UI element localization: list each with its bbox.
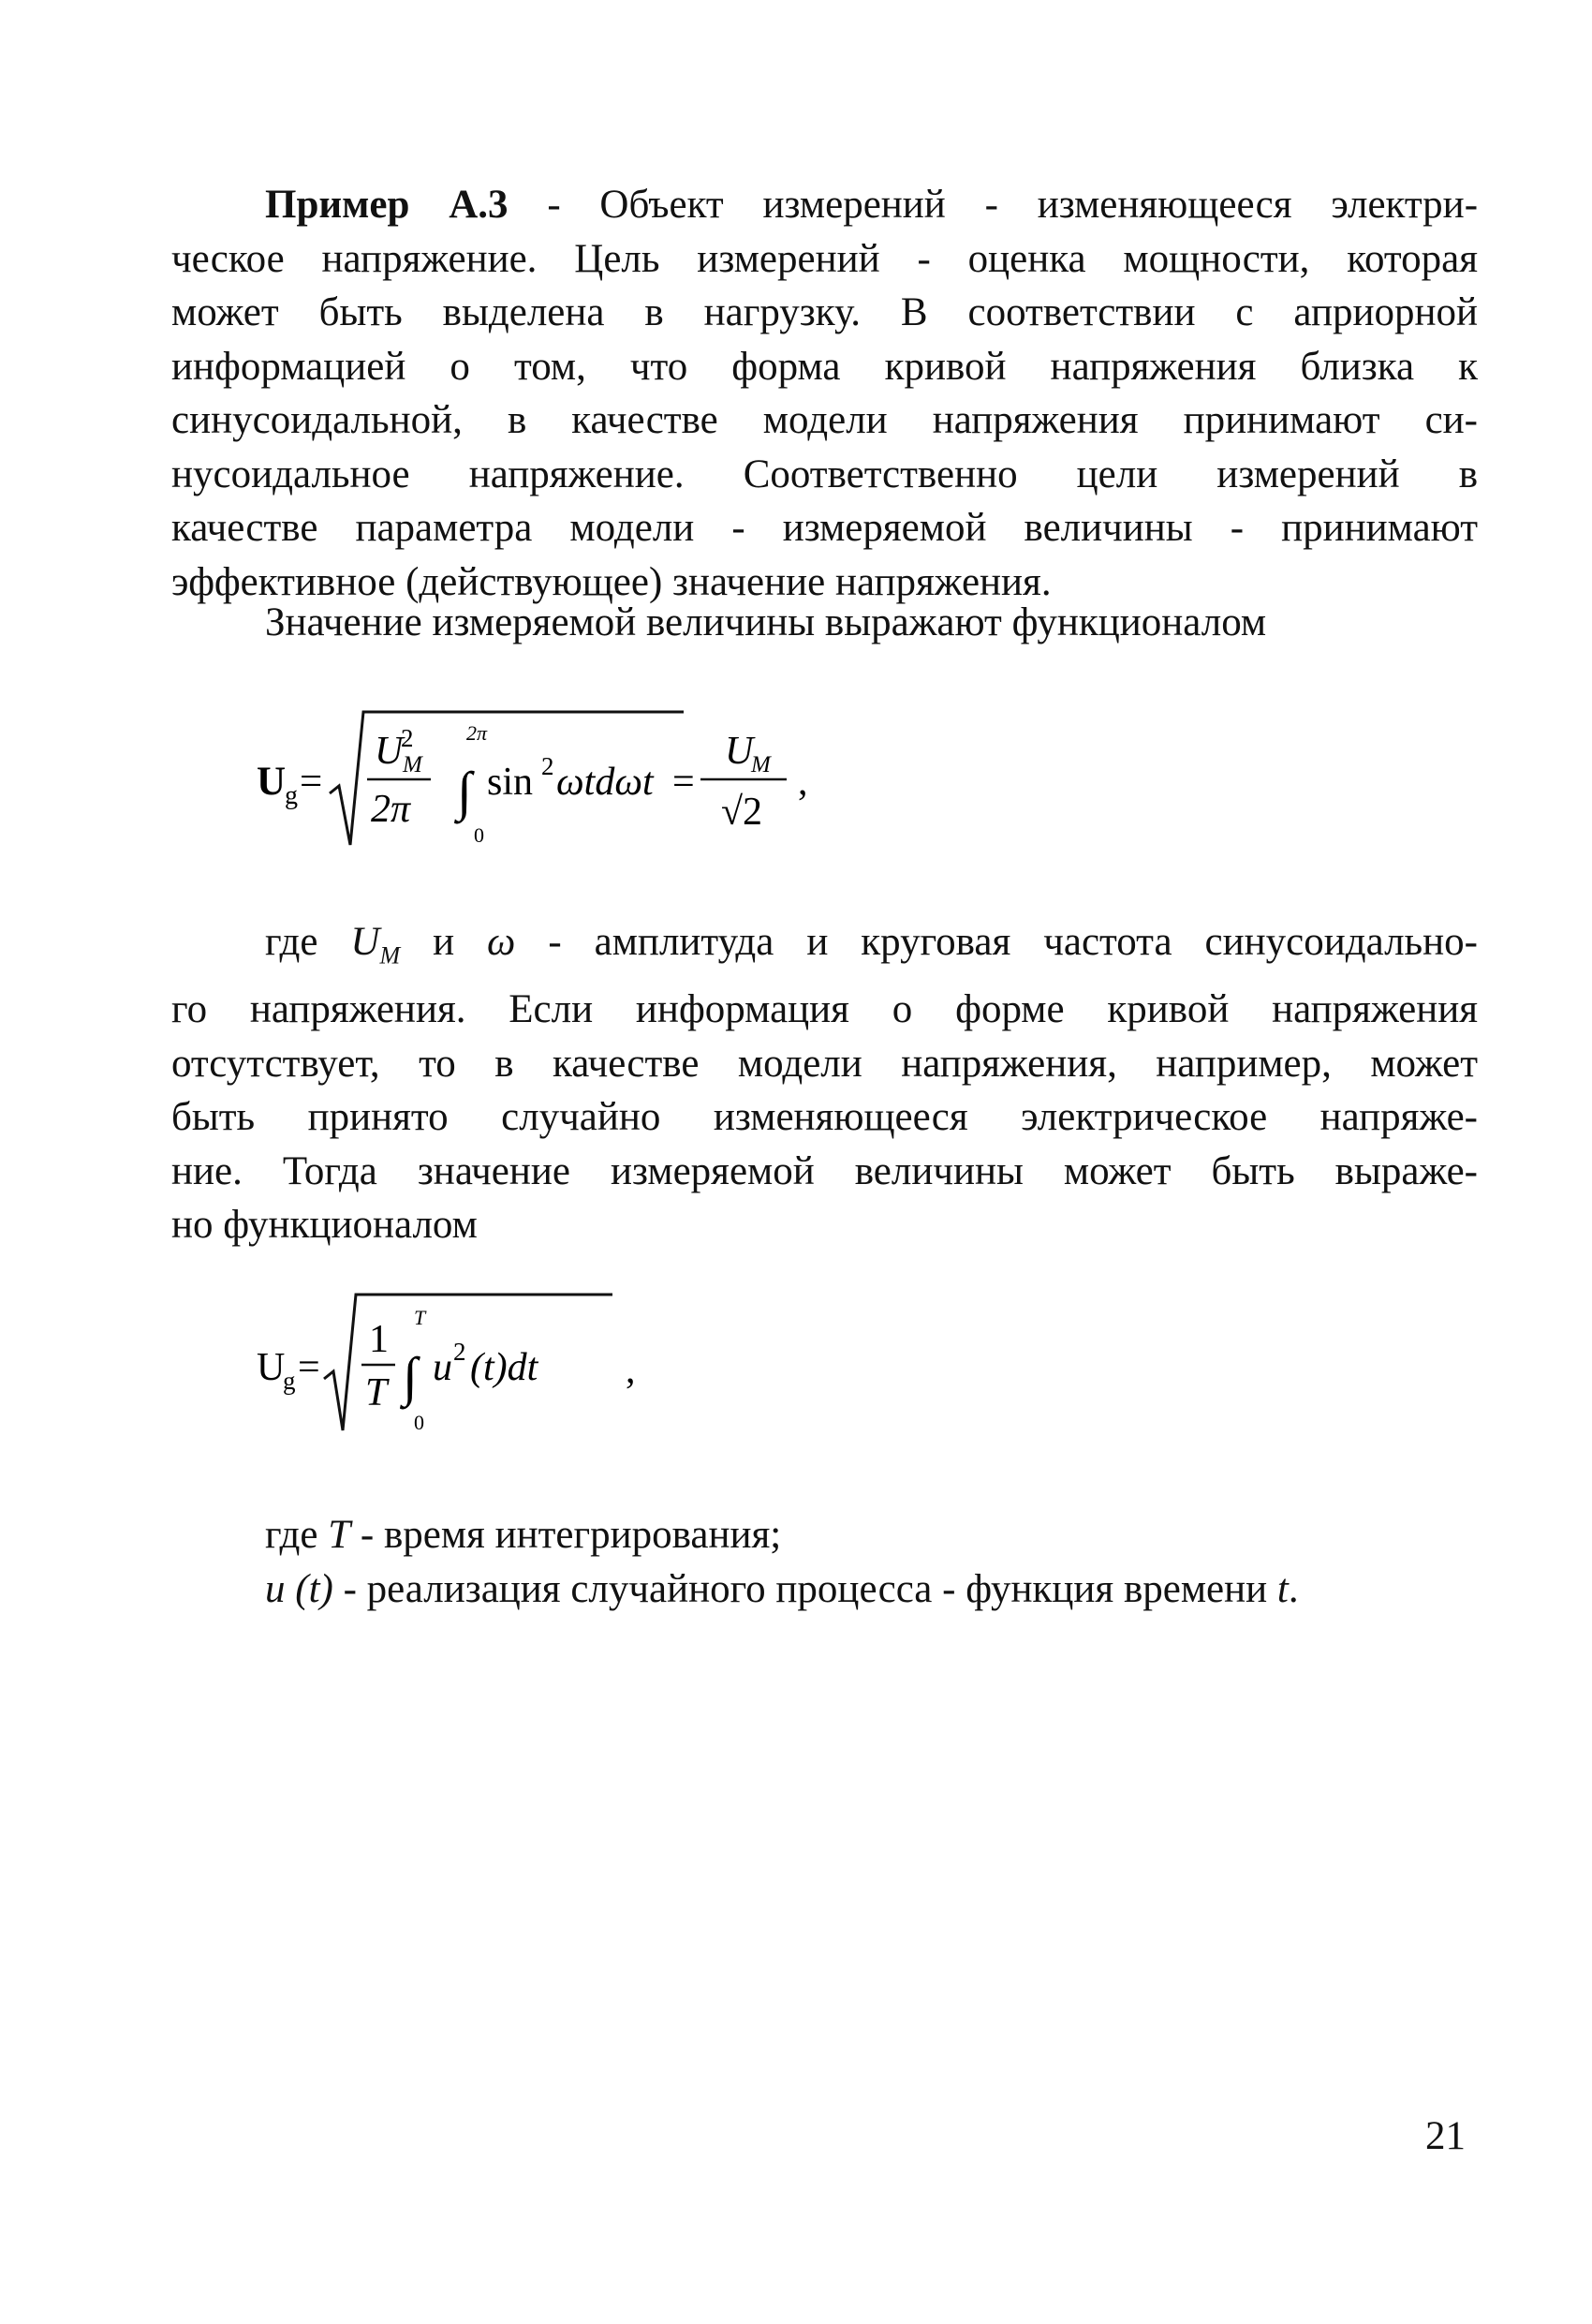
fraction2-denominator: √2 bbox=[721, 791, 763, 834]
paragraph-line: ние. Тогда значение измеряемой величины может быть выраже- bbox=[171, 1148, 1478, 1193]
paragraph-line: ческое напряжение. Цель измерений - оценка мощности, которая bbox=[171, 236, 1478, 281]
formula2-lhs-subscript: g bbox=[283, 1367, 296, 1395]
variable-u: U bbox=[350, 920, 380, 964]
paragraph-line: эффективное (действующее) значение напряжения. bbox=[171, 559, 1052, 604]
integral1-sign: ∫ bbox=[457, 761, 472, 822]
formula2-lhs-u: U bbox=[257, 1346, 286, 1389]
formula-equals-second: = bbox=[672, 761, 695, 804]
variable-t: T bbox=[328, 1513, 351, 1557]
fraction1-numerator-superscript: 2 bbox=[401, 724, 414, 752]
integral2-lower-limit: 0 bbox=[414, 1411, 424, 1434]
formula-trailing-comma: , bbox=[798, 761, 808, 804]
formula-random-rms-svg bbox=[253, 1274, 684, 1452]
variable-u-of-t: u (t) bbox=[265, 1566, 333, 1611]
integrand-u: u bbox=[433, 1346, 452, 1389]
page-number: 21 bbox=[1425, 2114, 1466, 2158]
definition-t: где T - время интегрирования; bbox=[265, 1513, 782, 1557]
variable-omega: ω bbox=[487, 920, 516, 964]
formula2-equals: = bbox=[298, 1346, 320, 1389]
paragraph-line: го напряжения. Если информация о форме кривой напряжения bbox=[171, 987, 1478, 1032]
example-heading: Пример А.3 bbox=[265, 183, 509, 227]
definitions-block bbox=[171, 1508, 1478, 1616]
formula-equals: = bbox=[300, 760, 323, 804]
paragraph-line: отсутствует, то в качестве модели напряжения, например, может bbox=[171, 1041, 1478, 1086]
fraction1-denominator: 2π bbox=[371, 788, 411, 831]
paragraph-line: информацией о том, что форма кривой напряжения близка к bbox=[171, 344, 1478, 389]
paragraph-line: быть принято случайно изменяющееся электрическое напряже- bbox=[171, 1095, 1478, 1140]
paragraph-line: синусоидальной, в качестве модели напряжения принимают си- bbox=[171, 398, 1478, 442]
integrand-superscript: 2 bbox=[453, 1338, 466, 1366]
formula-sinusoidal-rms-svg bbox=[253, 688, 871, 866]
fraction2-numerator-u: U bbox=[725, 730, 754, 773]
fraction-numerator: 1 bbox=[369, 1318, 389, 1361]
integral1-upper-limit: 2π bbox=[466, 721, 488, 745]
paragraph-amplitude-explanation bbox=[171, 915, 1478, 1252]
paragraph-example-a3 bbox=[171, 178, 1478, 609]
definition-u-of-t: u (t) - реализация случайного процесса - функция времени t. bbox=[265, 1566, 1299, 1611]
formula-lhs-u: U bbox=[257, 760, 287, 804]
variable-u-subscript: M bbox=[379, 941, 401, 970]
integrand-sin: sin bbox=[487, 761, 534, 804]
paragraph-line: может быть выделена в нагрузку. В соответствии с априорной bbox=[171, 290, 1478, 334]
paragraph-line: Значение измеряемой величины выражают функционалом bbox=[265, 600, 1267, 644]
formula-lhs-subscript: g bbox=[285, 781, 298, 810]
integrand-argument: ωtdωt bbox=[556, 761, 654, 804]
formula2-trailing-comma: , bbox=[626, 1349, 636, 1392]
paragraph-line: Пример А.3 - Объект измерений - изменяющееся электри- bbox=[265, 183, 1479, 227]
fraction2-numerator-subscript: M bbox=[751, 752, 771, 777]
integral2-upper-limit: T bbox=[414, 1306, 426, 1329]
paragraph-line: качестве параметра модели - измеряемой величины - принимают bbox=[171, 506, 1478, 550]
integrand-superscript: 2 bbox=[541, 752, 554, 780]
formula-random-rms bbox=[253, 1274, 684, 1452]
paragraph-line: но функционалом bbox=[171, 1203, 478, 1248]
fraction1-numerator-subscript: M bbox=[403, 752, 422, 777]
paragraph-line: нусоидальное напряжение. Соответственно цели измерений в bbox=[171, 451, 1478, 496]
integrand-argument: (t)dt bbox=[470, 1346, 538, 1389]
variable-time: t bbox=[1276, 1566, 1289, 1611]
fraction1-numerator-u: U bbox=[375, 730, 404, 773]
fraction-denominator: T bbox=[365, 1371, 388, 1414]
paragraph-functional-intro bbox=[171, 596, 1478, 650]
integral1-lower-limit: 0 bbox=[474, 823, 484, 847]
paragraph-line: где $U_M$ и ω - амплитуда и круговая частота синусоидально- bbox=[265, 920, 1478, 970]
formula-sinusoidal-rms bbox=[253, 688, 871, 866]
integral2-sign: ∫ bbox=[403, 1346, 418, 1407]
